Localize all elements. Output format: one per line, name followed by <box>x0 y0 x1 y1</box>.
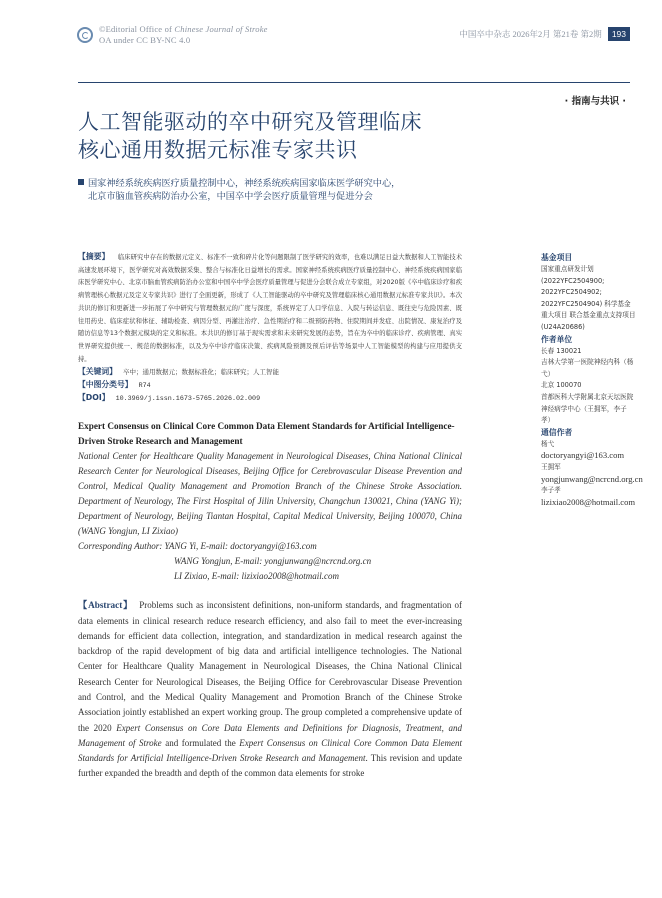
corr-name-3: 李子孝 <box>541 486 561 495</box>
corr-name-2: 王拥军 <box>541 462 561 471</box>
corr-name-1: 杨弋 <box>541 439 555 448</box>
english-title: Expert Consensus on Clinical Core Common Data Element Standards for Artificial Intelligence-Driven Stroke Research and Management <box>78 421 455 447</box>
english-abstract-cited-title-2: Expert Consensus on Clinical Core Common Data Element Standards for Artificial Intelligence-Driven Stroke Research and Management <box>78 737 462 764</box>
article-title <box>78 108 498 164</box>
unit-postcode-1: 长春 130021 <box>541 346 582 355</box>
license-line: OA under CC BY-NC 4.0 <box>99 35 191 45</box>
fund-text: 国家重点研发计划 (2022YFC2504900; 2022YFC2504902; 2022YFC2504904) 科学基金重大项目 联合基金重点支持项目 (U24A20686) <box>541 265 636 331</box>
corr-heading: 通信作者 <box>541 427 573 437</box>
copyright-line: ©Editorial Office of <box>99 24 175 34</box>
unit-1: 吉林大学第一医院神经内科（杨弋） <box>541 358 634 378</box>
corresponding-author-2: WANG Yongjun, E-mail: yongjunwang@ncrcnd.org.cn <box>174 556 372 567</box>
license-header <box>77 22 268 48</box>
issue-header <box>459 27 630 41</box>
title-line-2: 核心通用数据元标准专家共识 <box>78 138 358 162</box>
unit-2: 首都医科大学附属北京天坛医院神经病学中心（王拥军，李子孝） <box>541 392 634 425</box>
authors-line-2: 北京市脑血管疾病防治办公室，中国卒中学会医疗质量管理与促进分会 <box>88 191 373 202</box>
license-text <box>99 24 268 46</box>
open-access-icon <box>77 27 93 43</box>
english-abstract-part-2: and formulated the <box>161 737 240 748</box>
corr-email-3[interactable]: lizixiao2008@hotmail.com <box>541 496 636 507</box>
main-column <box>78 251 462 782</box>
clc-label: 【中图分类号】 <box>78 379 133 389</box>
unit-postcode-2: 北京 100070 <box>541 381 582 390</box>
corr-email-2[interactable]: yongjunwang@ncrcnd.org.cn <box>541 473 643 484</box>
authors-line-1: 国家神经系统疾病医疗质量控制中心，神经系统疾病国家临床医学研究中心， <box>88 178 401 189</box>
english-abstract-part-3: . This revision and update further expanded the breadth and depth of the common data elements for stroke <box>78 753 462 779</box>
corresponding-author-3: LI Zixiao, E-mail: lizixiao2008@hotmail.com <box>174 571 340 582</box>
keywords-text: 卒中；通用数据元；数据标准化；临床研究；人工智能 <box>122 368 279 377</box>
doi-label: 【DOI】 <box>78 392 110 402</box>
header-rule <box>78 82 630 83</box>
english-abstract <box>78 598 462 782</box>
clc-number <box>78 379 462 392</box>
title-line-1: 人工智能驱动的卒中研究及管理临床 <box>78 110 422 134</box>
unit-heading: 作者单位 <box>541 334 573 344</box>
abstract-text: 临床研究中存在的数据元定义、标准不一致和碎片化等问题限制了医学研究的效率，也难以满足日益大数据和人工智能技术高速发展环境下，医学研究对高效数据采集、整合与标准化日益增长的需求。国家神经系统疾病医疗质量控制中心、神经系统疾病国家临床医学研究中心、北京市脑血管疾病防治办公室和中国卒中学会医疗质量管理与促进分会联合成立专家组，对2020版《卒中临床诊疗和疾病管理核心数据元及定义专家共识》进行了全面更新，形成了《人工智能驱动的卒中研究及管理临床核心通用数据元标准专家共识》。本次共识的修订和更新进一步拓展了卒中研究与管理数据元的广度与深度，系统界定了人口学信息、入院与转运信息、既往史与危险因素、既往用药史、临床症状和体征、辅助检查、病因分型、再灌注治疗、急性期治疗和二级预防药物、住院期间并发症、出院情况、康复治疗及随访信息等13个数据元模块的定义和标准。本共识的修订基于现实需求和未来研究发展的态势，旨在为卒中的临床诊疗、疾病管理、真实世界研究提供统一、规范的数据标准，以及为卒中诊疗临床决策、疾病风险预测及预后评估等场景中人工智能模型的构建与应用提供支持。 <box>78 254 462 363</box>
english-abstract-label: 【Abstract】 <box>78 600 134 611</box>
abstract-label: 【摘要】 <box>78 252 110 261</box>
fund-heading: 基金项目 <box>541 253 573 262</box>
clc-value: R74 <box>138 381 151 390</box>
corr-email-1[interactable]: doctoryangyi@163.com <box>541 450 625 461</box>
corresponding-author-1: Corresponding Author: YANG Yi, E-mail: doctoryangyi@163.com <box>78 541 317 552</box>
english-affiliations: National Center for Healthcare Quality Management in Neurological Diseases, China National Clinical Research Center for Neurological Diseases, Beijing Office for Cerebrovascular Disease Prevention and Control, Medical Quality Management and Promotion Branch of the Chinese Stroke Association. Department of Neurology, The First Hospital of Jilin University, Changchun 130021, China (YANG Yi); Department of Neurology, Beijing Tiantan Hospital, Capital Medical University, Beijing 100070, China (WANG Yongjun, LI Zixiao) <box>78 451 462 537</box>
english-abstract-cited-title-1: Expert Consensus on Core Data Elements and Definitions for Diagnosis, Treatment, and Management of Stroke <box>78 722 463 748</box>
author-affiliations <box>78 177 478 203</box>
doi-value[interactable]: 10.3969/j.issn.1673-5765.2026.02.009 <box>115 394 261 403</box>
chinese-abstract <box>78 251 462 366</box>
journal-issue: 中国卒中杂志 2026年2月 第21卷 第2期 <box>459 29 602 39</box>
doi <box>78 392 462 405</box>
journal-name: Chinese Journal of Stroke <box>174 24 268 34</box>
keywords <box>78 366 462 378</box>
corresponding-authors <box>78 539 462 584</box>
sidebar <box>541 252 643 508</box>
square-bullet-icon <box>78 179 84 185</box>
section-tag: · 指南与共识 · <box>564 96 626 107</box>
english-abstract-part-1: Problems such as inconsistent definitions, non-uniform standards, and fragmentation of data elements in clinical research reduce research efficiency, and also fail to meet the ever-increasing demands for efficient data collection, integration, and standardization in medical research against the backdrop of the rapid development of big data and artificial intelligence technologies. The National Center for Healthcare Quality Management in Neurological Diseases, the China National Clinical Research Center for Neurological Diseases, the Beijing Office for Cerebrovascular Disease Prevention and Control, and the Medical Quality Management and Promotion Branch of the Chinese Stroke Association jointly established an expert working group. The group completed a comprehensive update of the 2020 <box>78 600 462 733</box>
keywords-label: 【关键词】 <box>78 367 117 377</box>
page-number: 193 <box>608 27 630 41</box>
